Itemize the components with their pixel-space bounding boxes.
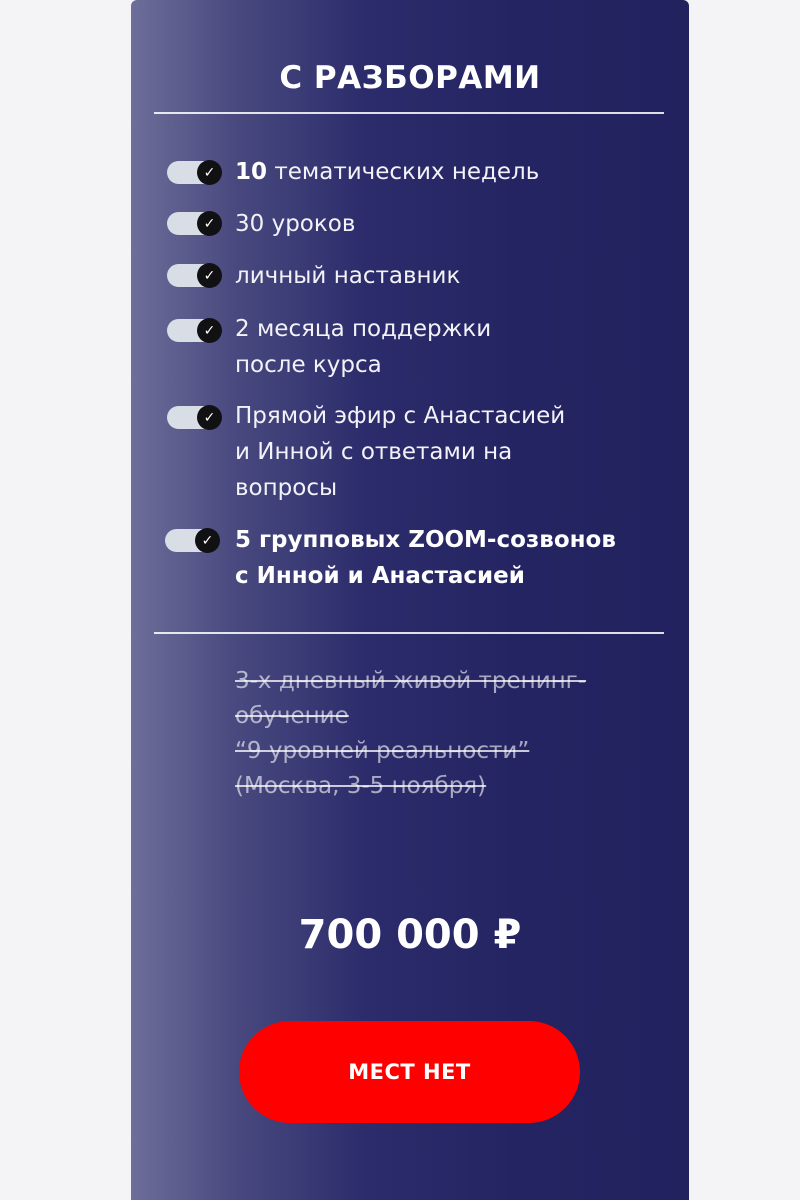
struck-line: (Москва, 3-5 ноября) [235, 773, 487, 799]
feature-line: с Инной и Анастасией [235, 563, 525, 589]
check-icon: ✓ [197, 405, 222, 430]
toggle-check-icon [167, 212, 221, 235]
toggle-check-icon [167, 406, 221, 429]
card-title: С РАЗБОРАМИ [279, 60, 541, 96]
toggle-check-icon [167, 264, 221, 287]
check-icon: ✓ [197, 263, 222, 288]
feature-label: тематических недель [267, 159, 540, 185]
divider-middle [154, 632, 664, 634]
feature-line: вопросы [235, 475, 338, 501]
check-icon: ✓ [197, 318, 222, 343]
feature-text [235, 154, 665, 190]
toggle-check-icon [167, 161, 221, 184]
feature-line: после курса [235, 352, 382, 378]
struck-line: 3-х дневный живой тренинг- [235, 668, 587, 694]
no-seats-button[interactable]: МЕСТ НЕТ [239, 1021, 580, 1123]
struck-line: обучение [235, 703, 349, 729]
feature-line: 5 групповых ZOOM-созвонов [235, 527, 616, 553]
feature-line: Прямой эфир с Анастасией [235, 403, 566, 429]
feature-text [235, 398, 665, 506]
feature-number: 10 [235, 159, 268, 185]
feature-text [235, 311, 665, 383]
check-icon: ✓ [195, 528, 220, 553]
feature-text: 30 уроков [235, 211, 356, 237]
feature-text: личный наставник [235, 263, 461, 289]
check-icon: ✓ [197, 211, 222, 236]
toggle-check-icon [167, 319, 221, 342]
divider-top [154, 112, 664, 114]
price: 700 000 ₽ [298, 912, 522, 958]
struck-line: “9 уровней реальности” [235, 738, 530, 764]
feature-line: и Инной с ответами на [235, 439, 513, 465]
toggle-check-icon [165, 529, 219, 552]
struck-offer [235, 664, 655, 804]
feature-line: 2 месяца поддержки [235, 316, 492, 342]
check-icon: ✓ [197, 160, 222, 185]
feature-text [235, 522, 665, 594]
pricing-card [131, 0, 689, 1200]
